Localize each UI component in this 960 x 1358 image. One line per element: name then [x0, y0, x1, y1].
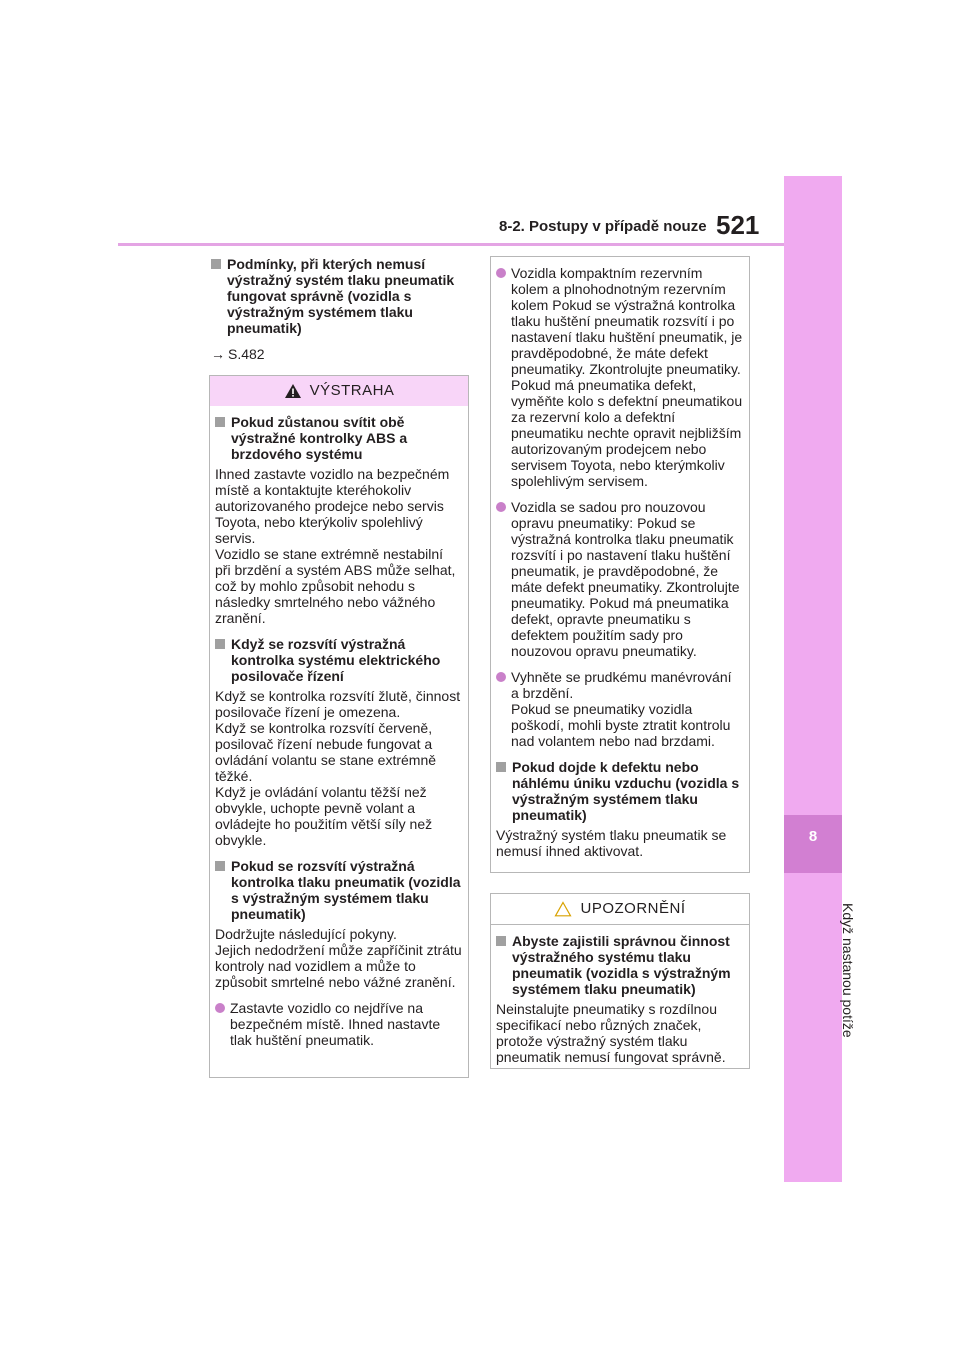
heading-square-icon [496, 936, 506, 946]
warning-bullet [215, 1000, 462, 1048]
warning-item-text: Když se kontrolka rozsvítí žlutě, činnost posilovače řízení je omezena. Když se kontrolka rozsvítí červeně, posilovač řízení nebude fungovat a ovládání volantu se stane extrémně těžké. Když je ovládání volantu těžší než obvykle, uchopte pevně volant a ovládejte ho použitím větší síly než obvykle. [215, 688, 461, 848]
warning-item [215, 636, 462, 848]
warning-item-text: Dodržujte následující pokyny. Jejich nedodržení může zapříčinit ztrátu kontroly nad vozidlem a může to způsobit smrtelné nebo vážné zranění. [215, 926, 462, 990]
warning-box-body [210, 406, 468, 1056]
notice-box [490, 893, 750, 1069]
heading-square-icon [215, 861, 225, 871]
warning-triangle-filled-icon [284, 383, 302, 399]
notice-heading [496, 933, 743, 997]
continuation-text: Výstražný systém tlaku pneumatik se nemusí ihned aktivovat. [496, 827, 727, 859]
bullet-dot-icon [215, 1003, 225, 1013]
left-heading-text: Podmínky, při kterých nemusí výstražný systém tlaku pneumatik fungovat správně (vozidla s výstražným systémem tlaku pneumatik) [227, 256, 455, 336]
warning-item-heading [215, 414, 462, 462]
heading-square-icon [215, 639, 225, 649]
page-number: 521 [716, 210, 760, 240]
arrow-right-icon: → [211, 346, 225, 362]
page-reference[interactable] [211, 346, 465, 362]
chapter-label [770, 890, 856, 1050]
bullet-dot-icon [496, 268, 506, 278]
bullet-dot-icon [496, 672, 506, 682]
warning-item-heading [215, 636, 462, 684]
left-heading [211, 256, 465, 336]
page-reference-text: S.482 [228, 346, 265, 362]
warning-item-heading [215, 858, 462, 922]
section-title: 8-2. Postupy v případě nouze [499, 218, 707, 235]
continuation-body [491, 257, 749, 867]
warning-box-header [210, 376, 468, 406]
heading-square-icon [211, 259, 221, 269]
heading-square-icon [215, 417, 225, 427]
warning-item-heading-text: Pokud zůstanou svítit obě výstražné kontrolky ABS a brzdového systému [231, 414, 408, 462]
warning-box [209, 375, 469, 1078]
header-divider [118, 243, 784, 246]
notice-box-body [491, 925, 749, 1073]
warning-box-title: VÝSTRAHA [309, 382, 395, 399]
continuation-bullet-text: Vozidla kompaktním rezervním kolem a plnohodnotným rezervním kolem Pokud se výstražná kontrolka tlaku huštění pneumatik rozsvítí i po nastavení tlaku huštění pneumatik, je pravděpodobné, že máte defekt pneumatiky. Zkontrolujte pneumatiky. Pokud má pneumatika defekt, vyměňte kolo s defektní pneumatikou za rezervní kolo a defektní pneumatiku nechte opravit nejbližším autorizovaným prodejcem nebo servisem Toyota, nebo kterýmkoliv spolehlivým servisem. [511, 265, 743, 489]
warning-item-text: Ihned zastavte vozidlo na bezpečném místě a kontaktujte kteréhokoliv autorizovaného prodejce nebo servis Toyota, nebo kterýkoliv spolehlivý servis. Vozidlo se stane extrémně nestabilní při brzdění a systém ABS může selhat, což by mohlo způsobit nehodu s následky smrtelného nebo vážného zranění. [215, 466, 456, 626]
notice-box-header [491, 894, 749, 925]
warning-item-heading-text: Pokud se rozsvítí výstražná kontrolka tlaku pneumatik (vozidla s výstražným systémem tlaku pneumatik) [231, 858, 461, 922]
continuation-bullet [496, 499, 743, 659]
notice-heading-text: Abyste zajistili správnou činnost výstražného systému tlaku pneumatik (vozidla s výstražným systémem tlaku pneumatik) [512, 933, 731, 997]
warning-continuation-box [490, 256, 750, 873]
continuation-item [496, 759, 743, 859]
chapter-number: 8 [808, 828, 818, 845]
continuation-bullet-text: Vyhněte se prudkému manévrování a brzdění. Pokud se pneumatiky vozidla poškodí, mohli byste ztratit kontrolu nad volantem nebo nad brzdami. [511, 669, 732, 749]
continuation-bullet-text: Vozidla se sadou pro nouzovou opravu pneumatiky: Pokud se výstražná kontrolka tlaku pneumatik rozsvítí i po nastavení tlaku huštění pneumatik, je pravděpodobné, že máte defekt pneumatiky. Zkontrolujte pneumatiky. Pokud má pneumatika defekt, opravte pneumatiku s defektem použitím sady pro nouzovou opravu pneumatiky. [511, 499, 740, 659]
warning-item-heading-text: Když se rozsvítí výstražná kontrolka systému elektrického posilovače řízení [231, 636, 441, 684]
continuation-bullet [496, 669, 743, 749]
left-intro [211, 256, 465, 362]
continuation-bullet [496, 265, 743, 489]
bullet-dot-icon [496, 502, 506, 512]
continuation-heading [496, 759, 743, 823]
notice-item [496, 933, 743, 1065]
warning-item [215, 858, 462, 990]
heading-square-icon [496, 762, 506, 772]
continuation-heading-text: Pokud dojde k defektu nebo náhlému úniku vzduchu (vozidla s výstražným systémem tlaku pneumatik) [512, 759, 740, 823]
warning-bullet-text: Zastavte vozidlo co nejdříve na bezpečném místě. Ihned nastavte tlak huštění pneumatik. [230, 1000, 441, 1048]
warning-triangle-outline-icon [554, 901, 572, 917]
notice-text: Neinstalujte pneumatiky s rozdílnou specifikací nebo různých značek, protože výstražný systém tlaku pneumatik nemusí fungovat správně. [496, 1001, 726, 1065]
warning-item [215, 414, 462, 626]
notice-box-title: UPOZORNĚNÍ [580, 900, 686, 917]
chapter-label-text: Když nastanou potíže [840, 902, 856, 1038]
